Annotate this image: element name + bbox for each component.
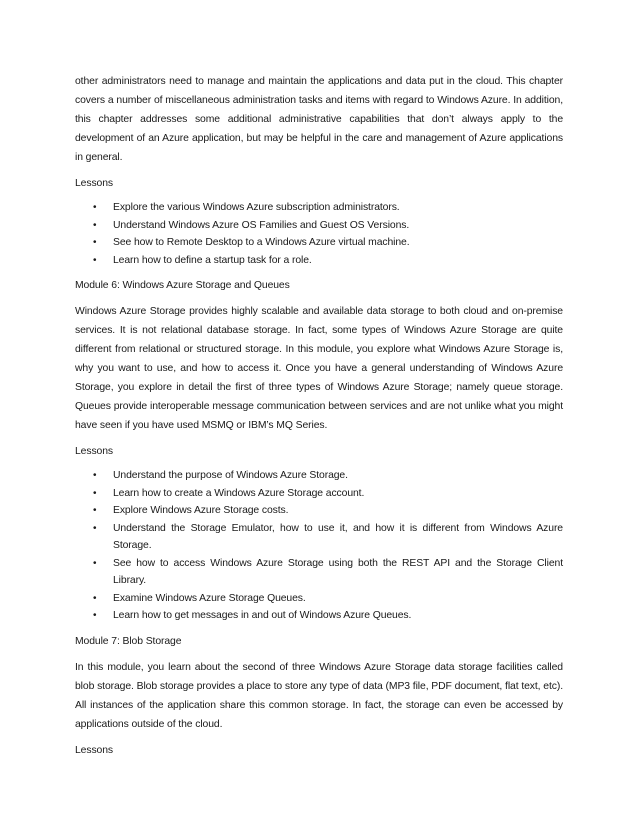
lessons-list-2 bbox=[75, 467, 563, 625]
list-item: • Understand the purpose of Windows Azure Storage. bbox=[75, 467, 563, 485]
bullet-icon: • bbox=[93, 505, 97, 516]
bullet-icon: • bbox=[93, 470, 97, 481]
list-item: • Explore Windows Azure Storage costs. bbox=[75, 502, 563, 520]
bullet-icon: • bbox=[93, 254, 97, 266]
document-page bbox=[75, 72, 563, 760]
list-item: • Understand the Storage Emulator, how to use it, and how it is different from Windows Azure Storage. bbox=[75, 520, 563, 555]
lessons-label-2: Lessons bbox=[75, 446, 114, 457]
bullet-icon: • bbox=[93, 487, 97, 499]
list-item: • Learn how to create a Windows Azure Storage account. bbox=[75, 485, 563, 503]
module7-paragraph: In this module, you learn about the second of three Windows Azure Storage data storage facilities called blob storage. Blob storage provides a place to store any type of data (MP3 file, PDF document, flat text, etc). All instances of the application share this common storage. In fact, the storage can even be accessed by applications outside of the cloud. bbox=[75, 661, 563, 730]
module7-title: Module 7: Blob Storage bbox=[75, 635, 182, 647]
list-item: • Understand Windows Azure OS Families and Guest OS Versions. bbox=[75, 217, 563, 235]
bullet-icon: • bbox=[93, 202, 97, 213]
list-item: • Examine Windows Azure Storage Queues. bbox=[75, 590, 563, 608]
list-item: • See how to access Windows Azure Storage using both the REST API and the Storage Client Library. bbox=[75, 555, 563, 590]
list-item: • Learn how to define a startup task for a role. bbox=[75, 252, 563, 270]
list-item: • See how to Remote Desktop to a Windows Azure virtual machine. bbox=[75, 234, 563, 252]
bullet-icon: • bbox=[93, 522, 97, 534]
list-item: • Explore the various Windows Azure subscription administrators. bbox=[75, 199, 563, 217]
bullet-icon: • bbox=[93, 237, 97, 248]
lessons-label-1: Lessons bbox=[75, 178, 114, 189]
bullet-icon: • bbox=[93, 557, 97, 569]
bullet-icon: • bbox=[93, 592, 97, 604]
lessons-list-1 bbox=[75, 199, 563, 269]
module6-paragraph: Windows Azure Storage provides highly scalable and available data storage to both cloud and on-premise services. It is not relational database storage. In fact, some types of Windows Azure Storage are quite different from relational or structured storage. In this module, you explore what Windows Azure Storage is, why you want to use, and how to access it. Once you have a general understanding of Windows Azure Storage, you explore in detail the first of three types of Windows Azure Storage; namely queue storage. Queues provide interoperable message communication between services and are not unlike what you might have seen if you have used MSMQ or IBM’s MQ Series. bbox=[75, 306, 563, 431]
bullet-icon: • bbox=[93, 610, 97, 621]
module6-title: Module 6: Windows Azure Storage and Queues bbox=[75, 280, 290, 291]
lessons-label-3: Lessons bbox=[75, 744, 114, 756]
list-item: • Learn how to get messages in and out of Windows Azure Queues. bbox=[75, 607, 563, 625]
bullet-icon: • bbox=[93, 219, 97, 231]
intro-paragraph: other administrators need to manage and maintain the applications and data put in the cloud. This chapter covers a number of miscellaneous administration tasks and items with regard to Windows Azure. In addition, this chapter addresses some additional administrative capabilities that don’t always apply to the development of an Azure application, but may be helpful in the care and management of Azure applications in general. bbox=[75, 76, 563, 163]
